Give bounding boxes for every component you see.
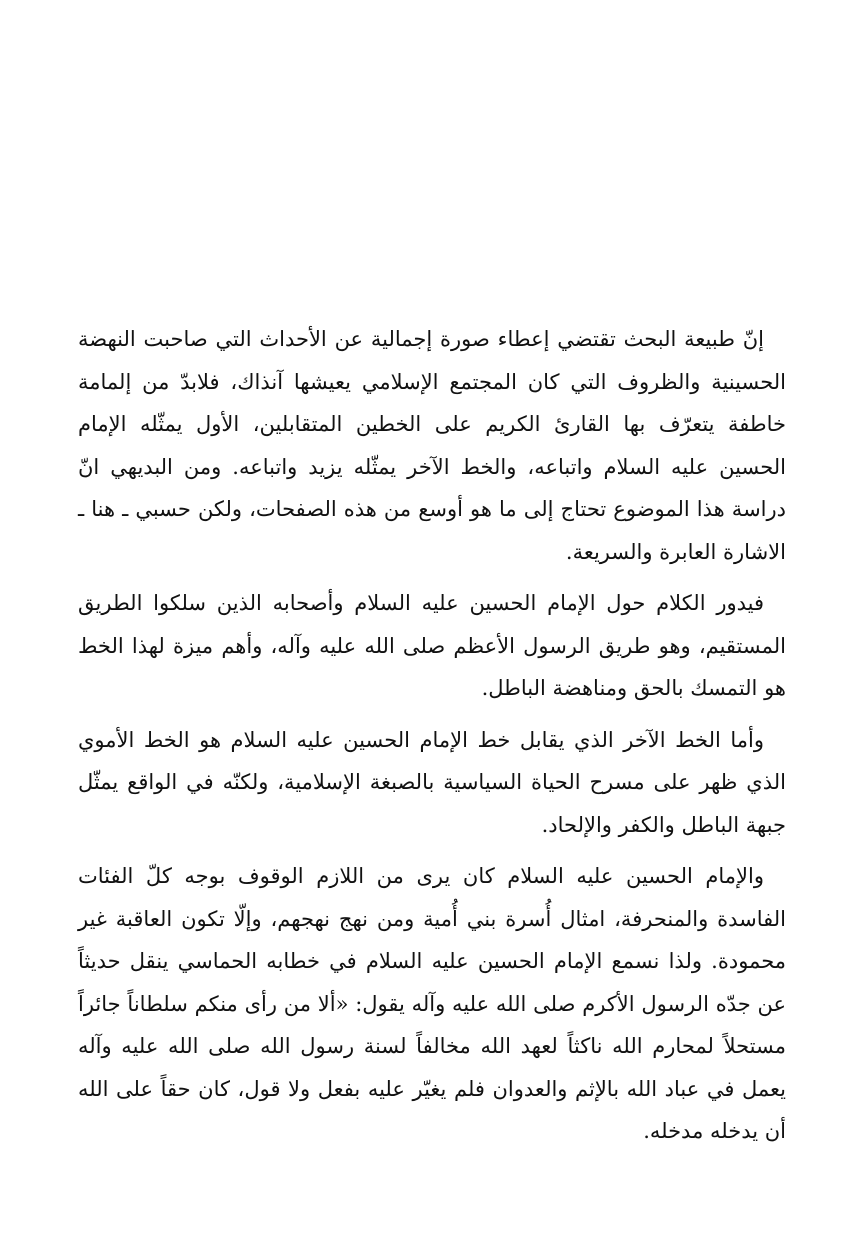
- paragraph-1: إنّ طبيعة البحث تقتضي إعطاء صورة إجمالية عن الأحداث التي صاحبت النهضة الحسينية والظروف التي كان المجتمع الإسلامي يعيشها آنذاك، فلابدّ من إلمامة خاطفة يتعرّف بها القارئ الكريم على الخطين المتقابلين، الأول يمثّله الإمام الحسين عليه السلام واتباعه، والخط الآخر يمثّله يزيد واتباعه. ومن البديهي انّ دراسة هذا الموضوع تحتاج إلى ما هو أوسع من هذه الصفحات، ولكن حسبي ـ هنا ـ الاشارة العابرة والسريعة.: [78, 327, 786, 564]
- body-text: [78, 318, 786, 1162]
- paragraph-4: والإمام الحسين عليه السلام كان يرى من اللازم الوقوف بوجه كلّ الفئات الفاسدة والمنحرفة، امثال أُسرة بني أُمية ومن نهج نهجهم، وإلّا تكون العاقبة غير محمودة. ولذا نسمع الإمام الحسين عليه السلام في خطابه الحماسي ينقل حديثاً عن جدّه الرسول الأكرم صلى الله عليه وآله يقول: «ألا من رأى منكم سلطاناً جائراً مستحلاً لمحارم الله ناكثاً لعهد الله مخالفاً لسنة رسول الله صلى الله عليه وآله يعمل في عباد الله بالإثم والعدوان فلم يغيّر عليه بفعل ولا قول، كان حقاً على الله أن يدخله مدخله.: [78, 864, 786, 1143]
- paragraph-2: فيدور الكلام حول الإمام الحسين عليه السلام وأصحابه الذين سلكوا الطريق المستقيم، وهو طريق الرسول الأعظم صلى الله عليه وآله، وأهم ميزة لهذا الخط هو التمسك بالحق ومناهضة الباطل.: [78, 591, 786, 700]
- paragraph-3: وأما الخط الآخر الذي يقابل خط الإمام الحسين عليه السلام هو الخط الأموي الذي ظهر على مسرح الحياة السياسية بالصبغة الإسلامية، ولكنّه في الواقع يمثّل جبهة الباطل والكفر والإلحاد.: [78, 727, 786, 837]
